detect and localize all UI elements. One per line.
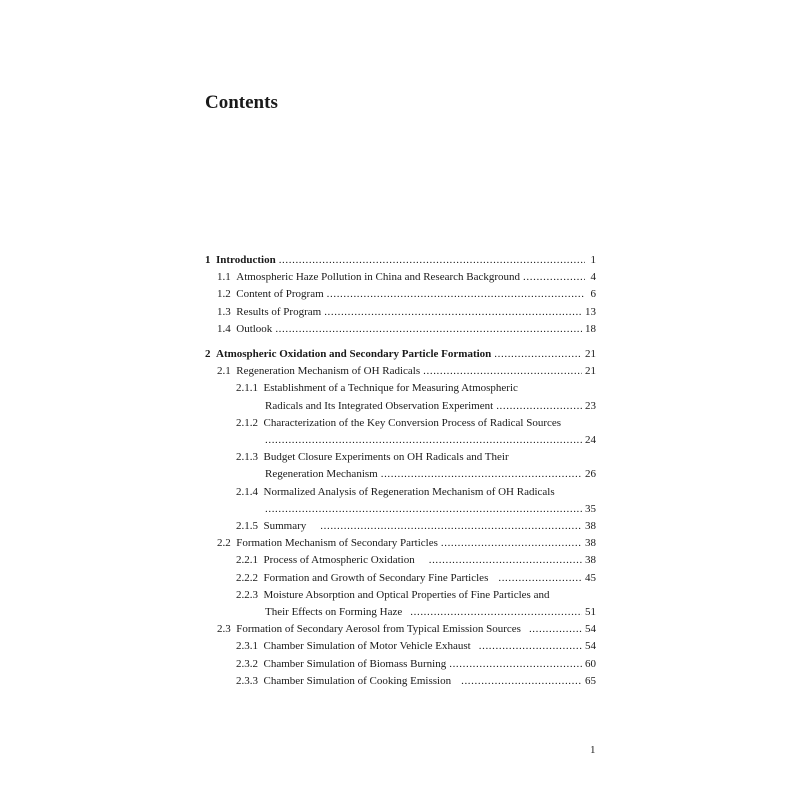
toc-title: Chamber Simulation of Biomass Burning xyxy=(263,657,447,670)
toc-number: 1.3 xyxy=(217,305,237,318)
toc-title: Regeneration Mechanism of OH Radicals xyxy=(236,365,421,378)
toc-number: 2.1.2 xyxy=(236,416,264,429)
toc-number: 1.1 xyxy=(217,271,237,284)
toc-title-continued: Regeneration Mechanism xyxy=(265,468,378,481)
toc-title: Summary xyxy=(263,520,307,533)
toc-title: Establishment of a Technique for Measuring Atmospheric xyxy=(263,382,518,395)
toc-entry-2-1-1-continued[interactable] xyxy=(205,398,596,415)
toc-entry-2-1-3[interactable] xyxy=(205,449,596,466)
toc-number: 2.1 xyxy=(217,365,237,378)
toc-entry-2-1-4-continued[interactable] xyxy=(205,501,596,518)
toc-title-continued: Radicals and Its Integrated Observation Experiment xyxy=(265,399,494,412)
toc-page-number: 54 xyxy=(585,640,596,653)
toc-entry-2-3-3[interactable] xyxy=(205,673,596,690)
chapter-spacer xyxy=(205,338,596,346)
toc-title: Budget Closure Experiments on OH Radicals and Their xyxy=(263,451,509,464)
leader-dots xyxy=(496,398,582,415)
toc-number: 1.2 xyxy=(217,288,237,301)
toc-entry-2-3-2[interactable] xyxy=(205,656,596,673)
leader-dots xyxy=(324,304,582,321)
toc-number: 2.2.3 xyxy=(236,588,264,601)
toc-title: Atmospheric Oxidation and Secondary Particle Formation xyxy=(216,348,492,361)
toc-number: 2.1.5 xyxy=(236,520,264,533)
toc-title: Normalized Analysis of Regeneration Mechanism of OH Radicals xyxy=(263,485,555,498)
toc-number: 2.3.1 xyxy=(236,640,264,653)
toc-entry-2-3[interactable] xyxy=(205,621,596,638)
leader-dots xyxy=(279,252,585,269)
leader-dots xyxy=(461,673,582,690)
toc-page-number: 18 xyxy=(585,322,596,335)
toc-page-number: 13 xyxy=(585,305,596,318)
toc-page-number: 24 xyxy=(585,434,596,447)
leader-dots xyxy=(423,363,582,380)
toc-page-number: 38 xyxy=(585,537,596,550)
toc-title: Moisture Absorption and Optical Properties of Fine Particles and xyxy=(263,588,550,601)
leader-dots xyxy=(479,638,582,655)
leader-dots xyxy=(523,269,585,286)
toc-entry-2-2[interactable] xyxy=(205,535,596,552)
toc-title: Characterization of the Key Conversion Process of Radical Sources xyxy=(263,416,562,429)
toc-number: 2.3.2 xyxy=(236,657,264,670)
toc-page-number: 6 xyxy=(590,288,596,301)
toc-entry-2-2-2[interactable] xyxy=(205,570,596,587)
toc-title: Content of Program xyxy=(236,288,324,301)
toc-number: 2.2.1 xyxy=(236,554,264,567)
toc-entry-1-3[interactable] xyxy=(205,304,596,321)
toc-title: Atmospheric Haze Pollution in China and Research Background xyxy=(236,271,521,284)
toc-title: Results of Program xyxy=(236,305,322,318)
toc-page-number: 35 xyxy=(585,502,596,515)
toc-entry-1-2[interactable] xyxy=(205,286,596,303)
toc-page-number: 51 xyxy=(585,606,596,619)
toc-number: 1 xyxy=(205,254,216,266)
leader-dots xyxy=(275,321,582,338)
toc-entry-chapter-1[interactable] xyxy=(205,252,596,269)
toc-entry-2-1-5[interactable] xyxy=(205,518,596,535)
toc-title: Process of Atmospheric Oxidation xyxy=(263,554,415,567)
toc-page-number: 4 xyxy=(590,271,596,284)
toc-entry-2-2-3[interactable] xyxy=(205,587,596,604)
toc-title: Chamber Simulation of Motor Vehicle Exhaust xyxy=(263,640,471,653)
toc-entry-2-1[interactable] xyxy=(205,363,596,380)
toc-entry-1-4[interactable] xyxy=(205,321,596,338)
toc-number: 2.2.2 xyxy=(236,571,264,584)
toc-number: 2.3.3 xyxy=(236,674,264,687)
toc-entry-2-2-3-continued[interactable] xyxy=(205,604,596,621)
toc-page-number: 26 xyxy=(585,468,596,481)
toc-page-number: 38 xyxy=(585,520,596,533)
toc-page-number: 54 xyxy=(585,623,596,636)
toc-title: Formation of Secondary Aerosol from Typical Emission Sources xyxy=(236,623,521,636)
page-folio-number: 1 xyxy=(590,744,596,756)
table-of-contents xyxy=(205,252,596,690)
toc-page-number: 1 xyxy=(590,254,596,266)
toc-entry-2-1-2-continued[interactable] xyxy=(205,432,596,449)
toc-number: 2.1.1 xyxy=(236,382,264,395)
toc-title: Introduction xyxy=(216,254,276,266)
toc-entry-1-1[interactable] xyxy=(205,269,596,286)
toc-page-number: 65 xyxy=(585,674,596,687)
toc-number: 2.2 xyxy=(217,537,237,550)
toc-entry-chapter-2[interactable] xyxy=(205,346,596,363)
toc-entry-2-1-3-continued[interactable] xyxy=(205,466,596,483)
toc-number: 2.1.4 xyxy=(236,485,264,498)
toc-title-continued: Their Effects on Forming Haze xyxy=(265,606,403,619)
toc-page-number: 45 xyxy=(585,571,596,584)
leader-dots xyxy=(498,570,582,587)
leader-dots xyxy=(265,432,582,449)
toc-page-number: 21 xyxy=(585,365,596,378)
toc-title: Formation Mechanism of Secondary Particles xyxy=(236,537,438,550)
toc-entry-2-1-1[interactable] xyxy=(205,380,596,397)
toc-title: Outlook xyxy=(236,322,273,335)
leader-dots xyxy=(494,346,582,363)
leader-dots xyxy=(449,656,582,673)
toc-page-number: 38 xyxy=(585,554,596,567)
toc-number: 2.3 xyxy=(217,623,237,636)
toc-entry-2-2-1[interactable] xyxy=(205,552,596,569)
leader-dots xyxy=(441,535,582,552)
toc-entry-2-1-2[interactable] xyxy=(205,415,596,432)
toc-title: Formation and Growth of Secondary Fine Particles xyxy=(263,571,489,584)
leader-dots xyxy=(320,518,582,535)
toc-page-number: 23 xyxy=(585,399,596,412)
page-title: Contents xyxy=(205,92,278,113)
leader-dots xyxy=(529,621,582,638)
leader-dots xyxy=(381,466,582,483)
toc-title: Chamber Simulation of Cooking Emission xyxy=(263,674,452,687)
toc-page-number: 60 xyxy=(585,657,596,670)
toc-number: 1.4 xyxy=(217,322,237,335)
toc-page-number: 21 xyxy=(585,348,596,361)
toc-entry-2-1-4[interactable] xyxy=(205,484,596,501)
leader-dots xyxy=(410,604,582,621)
toc-number: 2.1.3 xyxy=(236,451,264,464)
toc-entry-2-3-1[interactable] xyxy=(205,638,596,655)
leader-dots xyxy=(265,501,582,518)
leader-dots xyxy=(429,552,582,569)
toc-number: 2 xyxy=(205,348,216,361)
leader-dots xyxy=(327,286,585,303)
